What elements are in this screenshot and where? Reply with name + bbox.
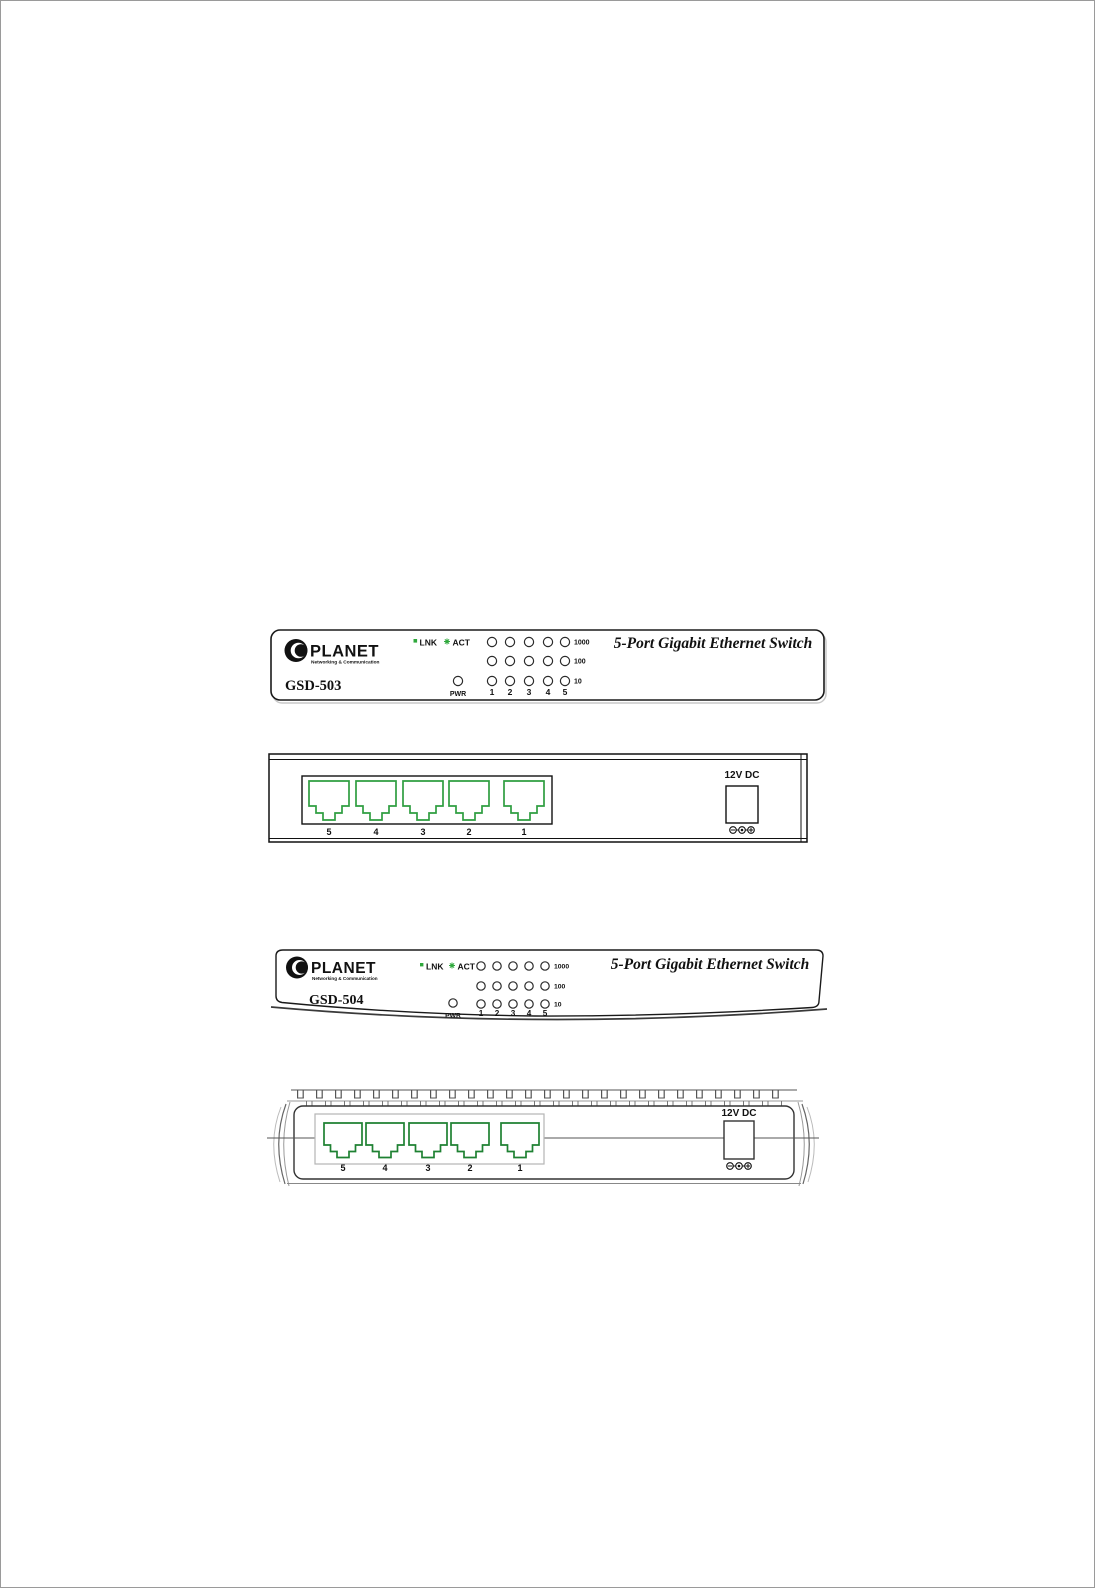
port-label: 5 <box>542 1009 548 1018</box>
rj45-port-icon <box>324 1123 362 1158</box>
rj45-port-icon <box>451 1123 489 1158</box>
brand-tagline: Networking & Communication <box>312 976 378 981</box>
dc-jack <box>726 786 758 823</box>
dc-polarity-icon <box>727 1163 752 1170</box>
port-label: 3 <box>510 1009 516 1018</box>
port-label: 4 <box>373 827 379 837</box>
speed-100-label: 100 <box>574 658 586 666</box>
model-label: GSD-503 <box>285 678 342 694</box>
lnk-label: LNK <box>419 637 437 648</box>
gsd-503-front-panel <box>267 625 829 711</box>
power-label: 12V DC <box>724 770 760 781</box>
pwr-led <box>453 676 462 685</box>
lnk-label: LNK <box>426 961 444 972</box>
planet-logo-icon <box>285 639 380 666</box>
power-label: 12V DC <box>721 1108 757 1119</box>
port-label: 3 <box>420 827 426 837</box>
act-label: ACT <box>457 961 475 972</box>
gsd-503-rear-panel <box>265 747 813 847</box>
brand-tagline: Networking & Communication <box>311 660 380 666</box>
brand-name: PLANET <box>311 960 376 977</box>
port-label: 5 <box>562 687 568 697</box>
brand-name: PLANET <box>310 642 379 661</box>
planet-logo-icon <box>286 957 378 982</box>
rj45-port-icon <box>366 1123 404 1158</box>
dc-jack <box>724 1121 754 1159</box>
port-label: 1 <box>489 687 495 697</box>
gsd-504-front-panel <box>267 943 829 1035</box>
port-label: 4 <box>382 1163 388 1173</box>
port-label: 2 <box>507 687 513 697</box>
pwr-label: PWR <box>449 691 467 698</box>
port-label: 1 <box>478 1009 484 1018</box>
port-label: 3 <box>425 1163 431 1173</box>
pwr-led <box>449 999 457 1007</box>
speed-100-label: 100 <box>554 983 566 991</box>
port-label: 5 <box>340 1163 346 1173</box>
speed-10-label: 10 <box>554 1001 562 1009</box>
product-title: 5-Port Gigabit Ethernet Switch <box>613 635 813 652</box>
speed-1000-label: 1000 <box>574 639 590 647</box>
pwr-label: PWR <box>445 1012 461 1020</box>
port-label: 2 <box>467 1163 473 1173</box>
rj45-port-icon <box>409 1123 447 1158</box>
model-label: GSD-504 <box>309 993 364 1008</box>
vent-strip <box>287 1090 803 1104</box>
product-title: 5-Port Gigabit Ethernet Switch <box>610 956 810 973</box>
port-label: 4 <box>526 1009 532 1018</box>
port-label: 2 <box>494 1009 500 1018</box>
port-label: 3 <box>526 687 532 697</box>
act-label: ACT <box>452 637 470 648</box>
port-label: 1 <box>521 827 527 837</box>
rj45-ports <box>324 1123 539 1158</box>
port-label: 5 <box>326 827 332 837</box>
dc-polarity-icon <box>730 827 755 834</box>
lnk-led-icon <box>420 963 423 966</box>
port-label: 1 <box>517 1163 523 1173</box>
act-led-icon <box>444 639 450 645</box>
port-block-outline <box>302 776 552 824</box>
port-label: 2 <box>466 827 472 837</box>
rj45-port-icon <box>501 1123 539 1158</box>
speed-1000-label: 1000 <box>554 963 570 971</box>
lnk-led-icon <box>414 639 418 643</box>
speed-10-label: 10 <box>574 678 582 686</box>
port-label: 4 <box>545 687 551 697</box>
act-led-icon <box>449 963 455 969</box>
gsd-504-rear-panel <box>259 1077 831 1191</box>
